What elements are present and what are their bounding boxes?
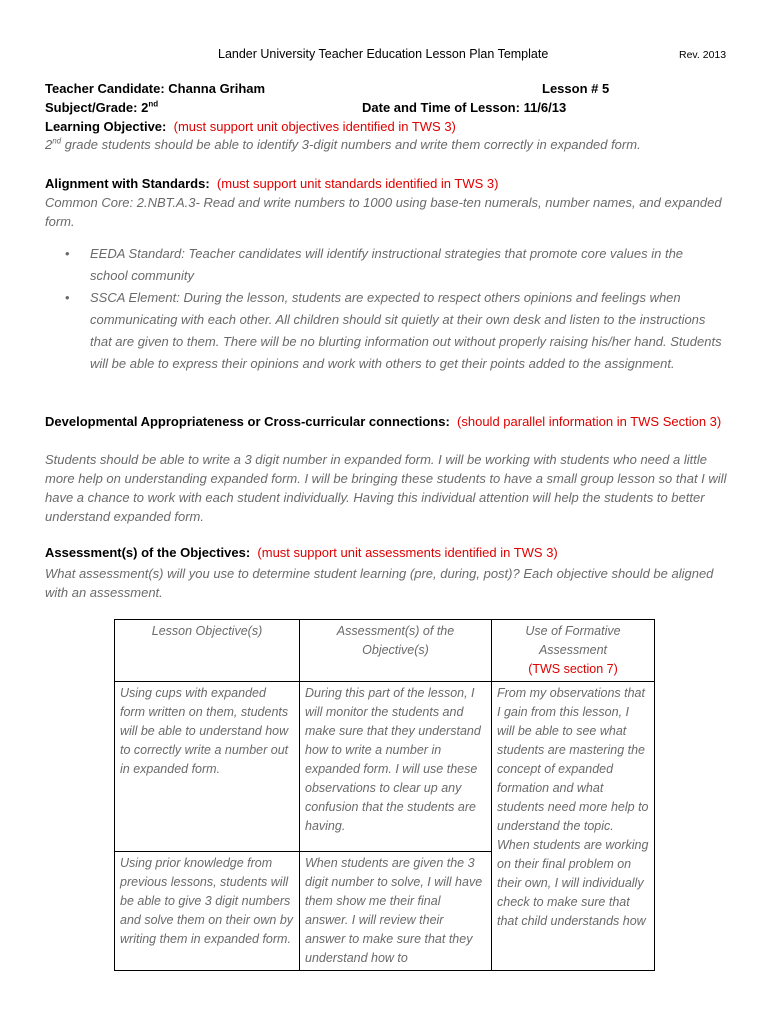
table-row [115, 682, 655, 852]
assessment-table [114, 619, 655, 971]
formative-header-label: Use of Formative Assessment [525, 624, 621, 657]
subject-grade [45, 100, 158, 115]
bullet-icon: • [65, 290, 70, 305]
bullet-text: SSCA Element: During the lesson, students are expected to respect others opinions and feelings when communicating with each other. All children should sit quietly at their own desk and listen to the instructions that are given to them. There will be no blurting information out without properly raising his/her hand. Students will be able to express their opinions and work with others to get their points added to the assignment. [90, 290, 722, 371]
learning-objective-text [45, 137, 641, 152]
bullet-text: EEDA Standard: Teacher candidates will identify instructional strategies that promote core values in the school community [90, 246, 684, 283]
revision-label: Rev. 2013 [679, 49, 727, 61]
standards-list [64, 243, 724, 375]
learning-objective-label: Learning Objective: [45, 119, 167, 134]
learning-objective-heading [45, 119, 456, 134]
header-lesson-objectives: Lesson Objective(s) [115, 620, 300, 682]
list-item [64, 287, 724, 375]
alignment-note: (must support unit standards identified in TWS 3) [216, 176, 499, 191]
subject-grade-sup: nd [148, 99, 159, 109]
header-formative-assessment [492, 620, 655, 682]
development-text: Students should be able to write a 3 digit number in expanded form. I will be working with students who need a little more help on understanding expanded form. I will be bringing these students to have a small group lesson so that I will have a chance to work with each student individually. Having this individual attention will help the students to better understand expanded form. [45, 452, 727, 524]
assessment-cell: When students are given the 3 digit number to solve, I will have them show me their final answer. I will review their answer to make sure that they understand how to [300, 852, 492, 971]
lesson-number: Lesson # 5 [542, 81, 610, 96]
objective-cell: Using cups with expanded form written on them, students will be able to understand how to correctly write a number out in expanded form. [115, 682, 300, 852]
formative-cell: From my observations that I gain from this lesson, I will be able to see what students are mastering the concept of expanded formation and what students need more help to understand the topic. When students are working on their final problem on their own, I will individually check to make sure that that child understands how [492, 682, 655, 971]
assessment-text: What assessment(s) will you use to determine student learning (pre, during, post)? Each objective should be aligned with an assessment. [45, 566, 714, 600]
objective-text-sup: nd [52, 136, 62, 146]
subject-grade-text: Subject/Grade: 2 [45, 100, 149, 115]
assessment-heading [45, 545, 558, 560]
formative-header-note: (TWS section 7) [528, 662, 618, 676]
lesson-date: Date and Time of Lesson: 11/6/13 [362, 100, 567, 115]
development-label: Developmental Appropriateness or Cross-curricular connections: [45, 414, 450, 429]
header-assessments: Assessment(s) of the Objective(s) [300, 620, 492, 682]
bullet-icon: • [65, 246, 70, 261]
development-heading [45, 412, 735, 431]
development-note: (should parallel information in TWS Section 3) [457, 414, 722, 429]
assessment-cell: During this part of the lesson, I will monitor the students and make sure that they understand how to write a number in expanded form. I will use these observations to clear up any confusion that the students are having. [300, 682, 492, 852]
alignment-text: Common Core: 2.NBT.A.3- Read and write numbers to 1000 using base-ten numerals, number names, and expanded form. [45, 195, 722, 229]
table-header-row [115, 620, 655, 682]
list-item [64, 243, 724, 287]
assessment-note: (must support unit assessments identified in TWS 3) [257, 545, 558, 560]
teacher-candidate: Teacher Candidate: Channa Griham [45, 81, 266, 96]
alignment-label: Alignment with Standards: [45, 176, 210, 191]
assessment-label: Assessment(s) of the Objectives: [45, 545, 251, 560]
objective-text-body: grade students should be able to identify 3-digit numbers and write them correctly in expanded form. [61, 137, 641, 152]
objective-text-prefix: 2 [45, 137, 53, 152]
objective-cell: Using prior knowledge from previous lessons, students will be able to give 3 digit numbers and solve them on their own by writing them in expanded form. [115, 852, 300, 971]
document-title: Lander University Teacher Education Lesson Plan Template [218, 47, 549, 61]
alignment-heading [45, 176, 498, 191]
learning-objective-note: (must support unit objectives identified in TWS 3) [173, 119, 456, 134]
